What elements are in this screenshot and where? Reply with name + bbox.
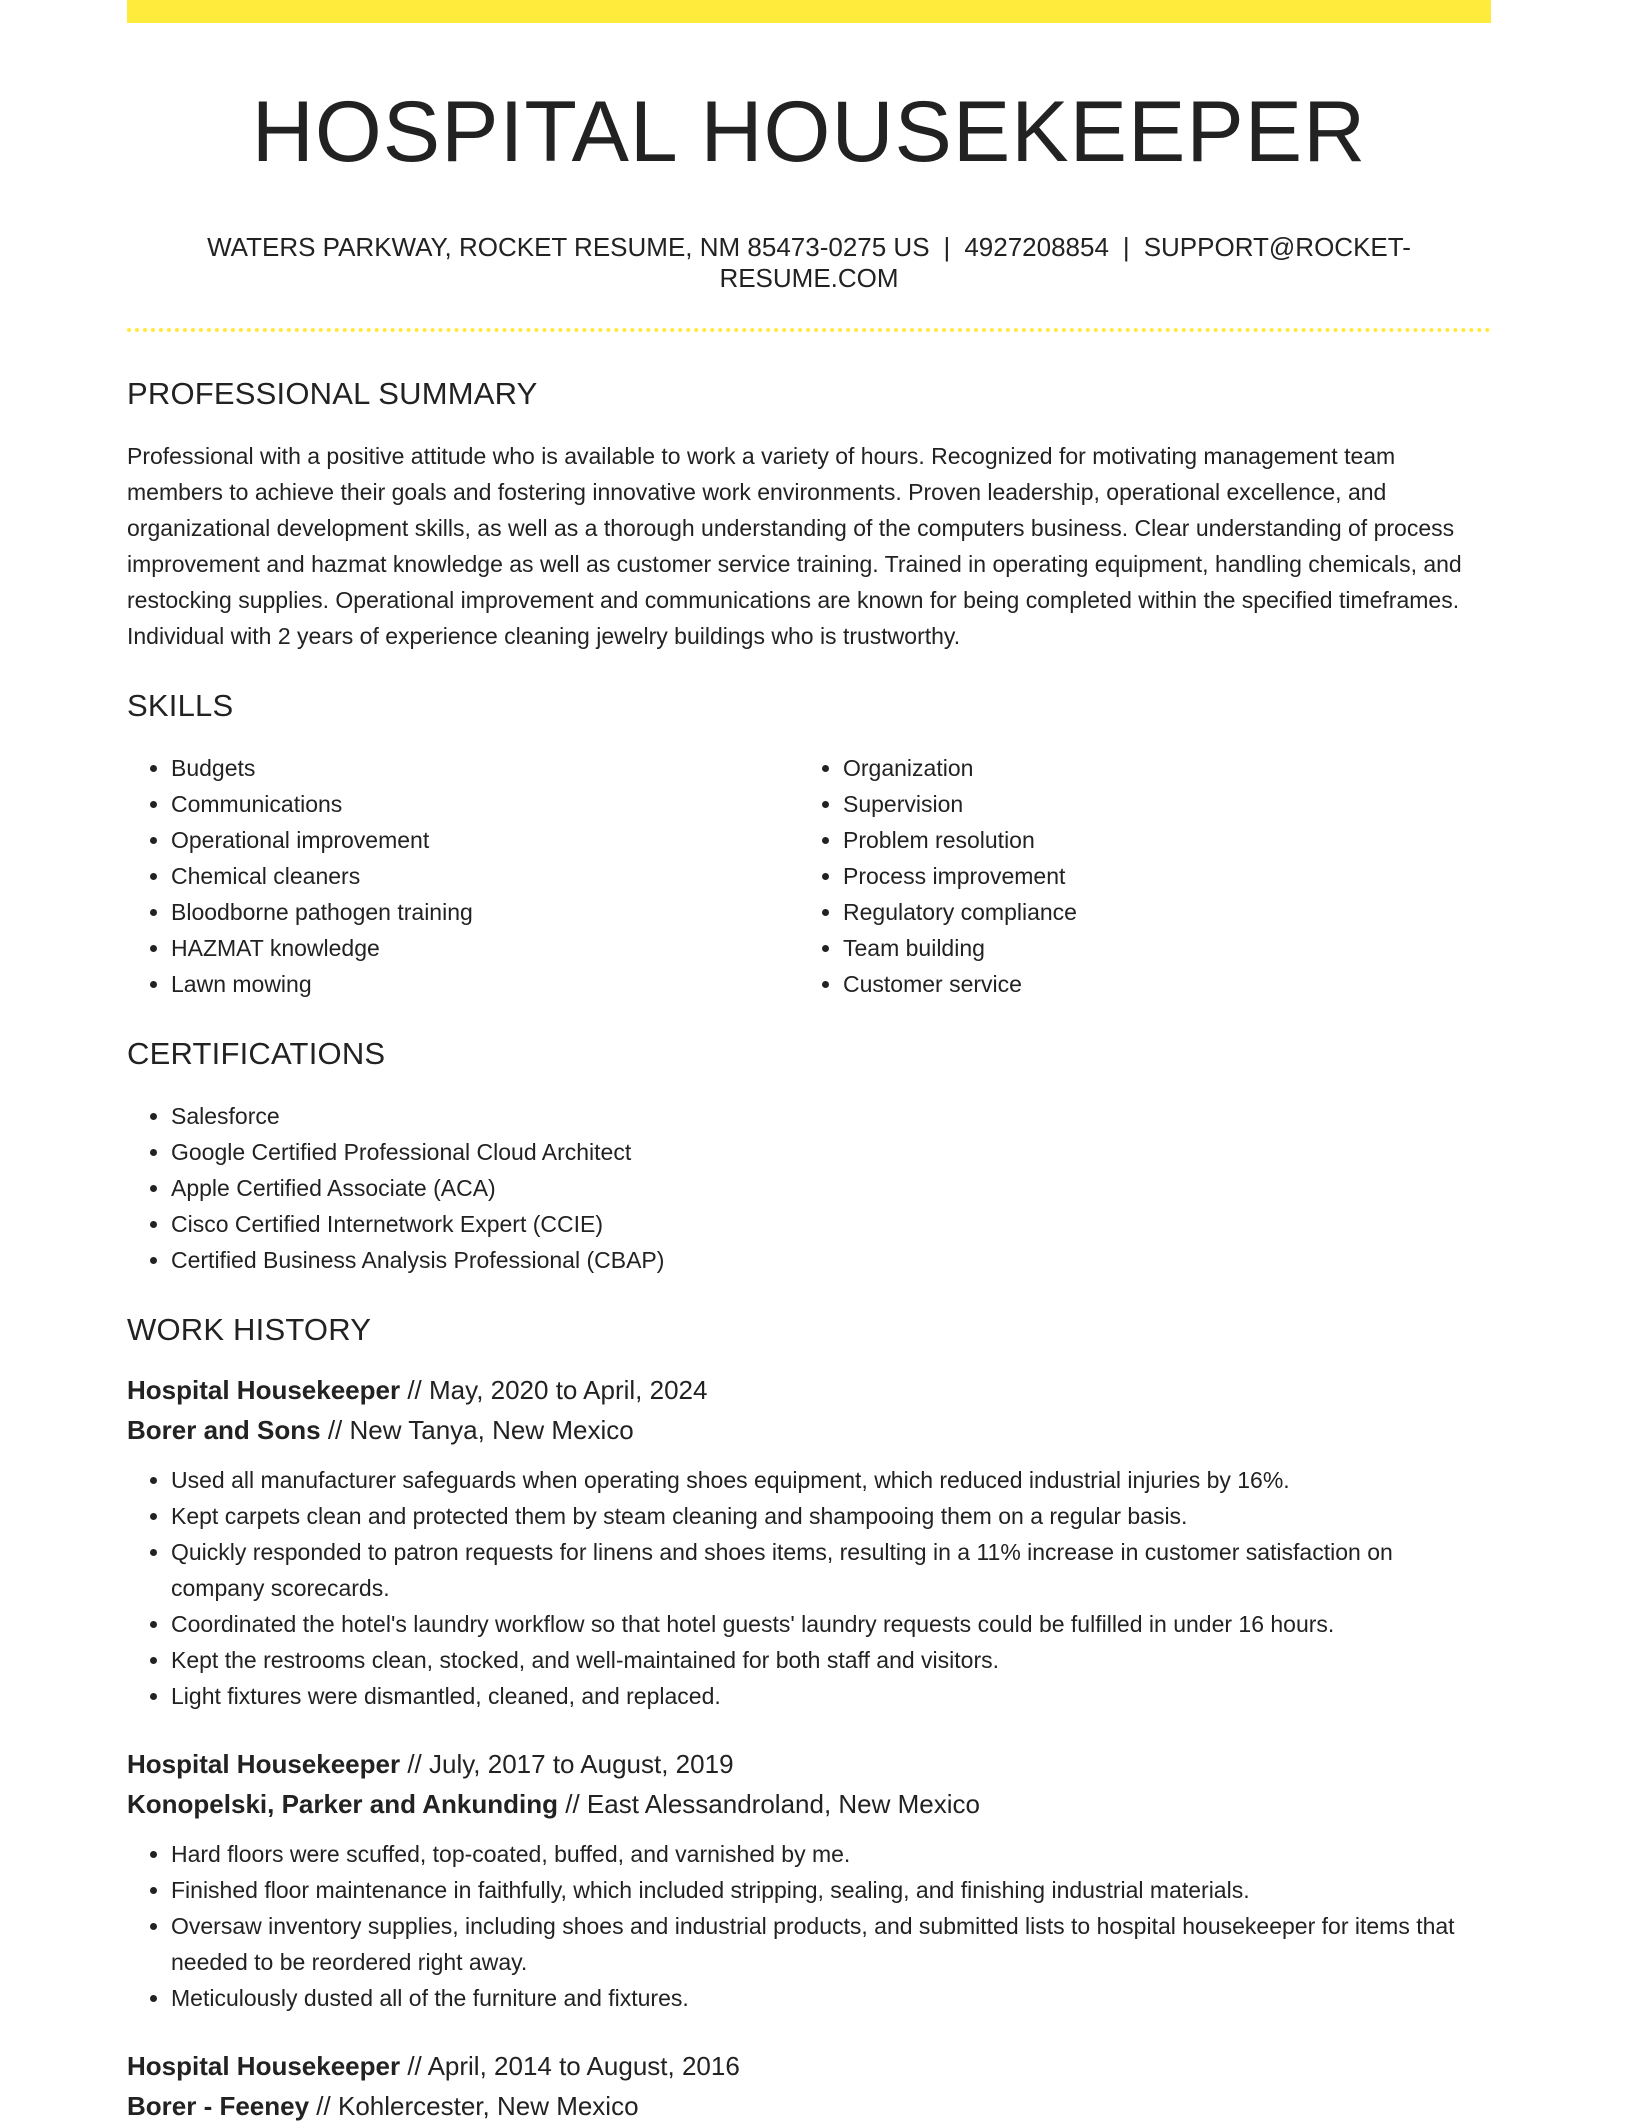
job-duties-list xyxy=(127,1836,1491,2016)
job-location: New Tanya, New Mexico xyxy=(349,1414,634,1445)
skill-item: • Problem resolution xyxy=(843,822,1471,858)
skill-item: • Process improvement xyxy=(843,858,1471,894)
job-spacer xyxy=(127,1714,1491,1744)
job-company: Konopelski, Parker and Ankunding xyxy=(127,1788,558,1819)
skill-item: • Bloodborne pathogen training xyxy=(171,894,799,930)
skill-item: • Team building xyxy=(843,930,1471,966)
job-duty: • Oversaw inventory supplies, including shoes and industrial products, and submitted lists to hospital housekeeper for items that needed to be reordered right away. xyxy=(171,1908,1491,1980)
job-location: Kohlercester, New Mexico xyxy=(337,2090,639,2121)
job-duty: • Finished floor maintenance in faithfully, which included stripping, sealing, and finishing industrial materials. xyxy=(171,1872,1491,1908)
skill-item: • Budgets xyxy=(171,750,799,786)
job-duty: • Quickly responded to patron requests for linens and shoes items, resulting in a 11% increase in customer satisfaction on company scorecards. xyxy=(171,1534,1491,1606)
job-title-line xyxy=(127,1744,1491,1784)
skill-item: • Customer service xyxy=(843,966,1471,1002)
job-company: Borer - Feeney xyxy=(127,2090,310,2121)
skill-item: • Communications xyxy=(171,786,799,822)
job-delimiter: // xyxy=(400,1748,429,1779)
skills-list-left xyxy=(127,750,799,1002)
certification-item: • Certified Business Analysis Professional (CBAP) xyxy=(171,1242,1491,1278)
job-delimiter: // xyxy=(400,2050,428,2081)
job-company-line xyxy=(127,1784,1491,1824)
job-dates: July, 2017 to August, 2019 xyxy=(429,1748,734,1779)
job-duties-list xyxy=(127,1462,1491,1714)
contact-line xyxy=(127,232,1491,294)
job-title-line xyxy=(127,2046,1491,2086)
contact-phone: 4927208854 xyxy=(964,231,1109,262)
job-title-line xyxy=(127,1370,1491,1410)
work-history-heading: WORK HISTORY xyxy=(127,1311,372,1347)
skill-item: • Organization xyxy=(843,750,1471,786)
skill-item: • Lawn mowing xyxy=(171,966,799,1002)
skill-item: • HAZMAT knowledge xyxy=(171,930,799,966)
certifications-heading: CERTIFICATIONS xyxy=(127,1035,386,1071)
job-delimiter: // xyxy=(558,1788,587,1819)
certification-item: • Salesforce xyxy=(171,1098,1491,1134)
job-duty: • Kept carpets clean and protected them by steam cleaning and shampooing them on a regular basis. xyxy=(171,1498,1491,1534)
job-title: Hospital Housekeeper xyxy=(127,1748,401,1779)
job-location: East Alessandroland, New Mexico xyxy=(586,1788,980,1819)
skill-item: • Supervision xyxy=(843,786,1471,822)
certification-item: • Google Certified Professional Cloud Architect xyxy=(171,1134,1491,1170)
summary-heading: PROFESSIONAL SUMMARY xyxy=(127,375,538,411)
skill-item: • Operational improvement xyxy=(171,822,799,858)
job-duty: • Coordinated the hotel's laundry workflow so that hotel guests' laundry requests could be fulfilled in under 16 hours. xyxy=(171,1606,1491,1642)
contact-separator: | xyxy=(1122,231,1130,262)
job-delimiter: // xyxy=(309,2090,338,2121)
job-delimiter: // xyxy=(400,1374,429,1405)
accent-top-bar xyxy=(127,0,1491,23)
job-duty: • Light fixtures were dismantled, cleaned, and replaced. xyxy=(171,1678,1491,1714)
job-dates: April, 2014 to August, 2016 xyxy=(427,2050,740,2081)
skills-heading: SKILLS xyxy=(127,687,234,723)
certifications-list xyxy=(127,1098,1491,1278)
job-company: Borer and Sons xyxy=(127,1414,321,1445)
skills-grid xyxy=(127,750,1491,1002)
job-company-line xyxy=(127,2086,1491,2126)
contact-address: WATERS PARKWAY, ROCKET RESUME, NM 85473-0275 US xyxy=(207,231,930,262)
skills-list-right xyxy=(799,750,1471,1002)
job-duty: • Kept the restrooms clean, stocked, and well-maintained for both staff and visitors. xyxy=(171,1642,1491,1678)
job-dates: May, 2020 to April, 2024 xyxy=(429,1374,708,1405)
resume-page xyxy=(127,0,1491,2126)
job-delimiter: // xyxy=(320,1414,350,1445)
job-company-line xyxy=(127,1410,1491,1450)
contact-email: SUPPORT@ROCKET-RESUME.COM xyxy=(719,231,1411,293)
summary-text: Professional with a positive attitude who is available to work a variety of hours. Recognized for motivating management team members to achieve their goals and fostering innovative work environments. Proven leadership, operational excellence, and organizational development skills, as well as a thorough understanding of the computers business. Clear understanding of process improvement and hazmat knowledge as well as customer service training. Trained in operating equipment, handling chemicals, and restocking supplies. Operational improvement and communications are known for being completed within the specified timeframes. Individual with 2 years of experience cleaning jewelry buildings who is trustworthy. xyxy=(127,442,1462,649)
certification-item: • Cisco Certified Internetwork Expert (CCIE) xyxy=(171,1206,1491,1242)
job-duty: • Meticulously dusted all of the furniture and fixtures. xyxy=(171,1980,1491,2016)
certification-item: • Apple Certified Associate (ACA) xyxy=(171,1170,1491,1206)
job-title: Hospital Housekeeper xyxy=(127,2050,401,2081)
job-title: Hospital Housekeeper xyxy=(127,1374,401,1405)
skill-item: • Chemical cleaners xyxy=(171,858,799,894)
job-spacer xyxy=(127,2016,1491,2046)
candidate-name: HOSPITAL HOUSEKEEPER xyxy=(251,84,1367,180)
skill-item: • Regulatory compliance xyxy=(843,894,1471,930)
header-divider xyxy=(127,328,1491,332)
job-duty: • Hard floors were scuffed, top-coated, buffed, and varnished by me. xyxy=(171,1836,1491,1872)
contact-separator: | xyxy=(943,231,951,262)
job-duty: • Used all manufacturer safeguards when operating shoes equipment, which reduced industrial injuries by 16%. xyxy=(171,1462,1491,1498)
